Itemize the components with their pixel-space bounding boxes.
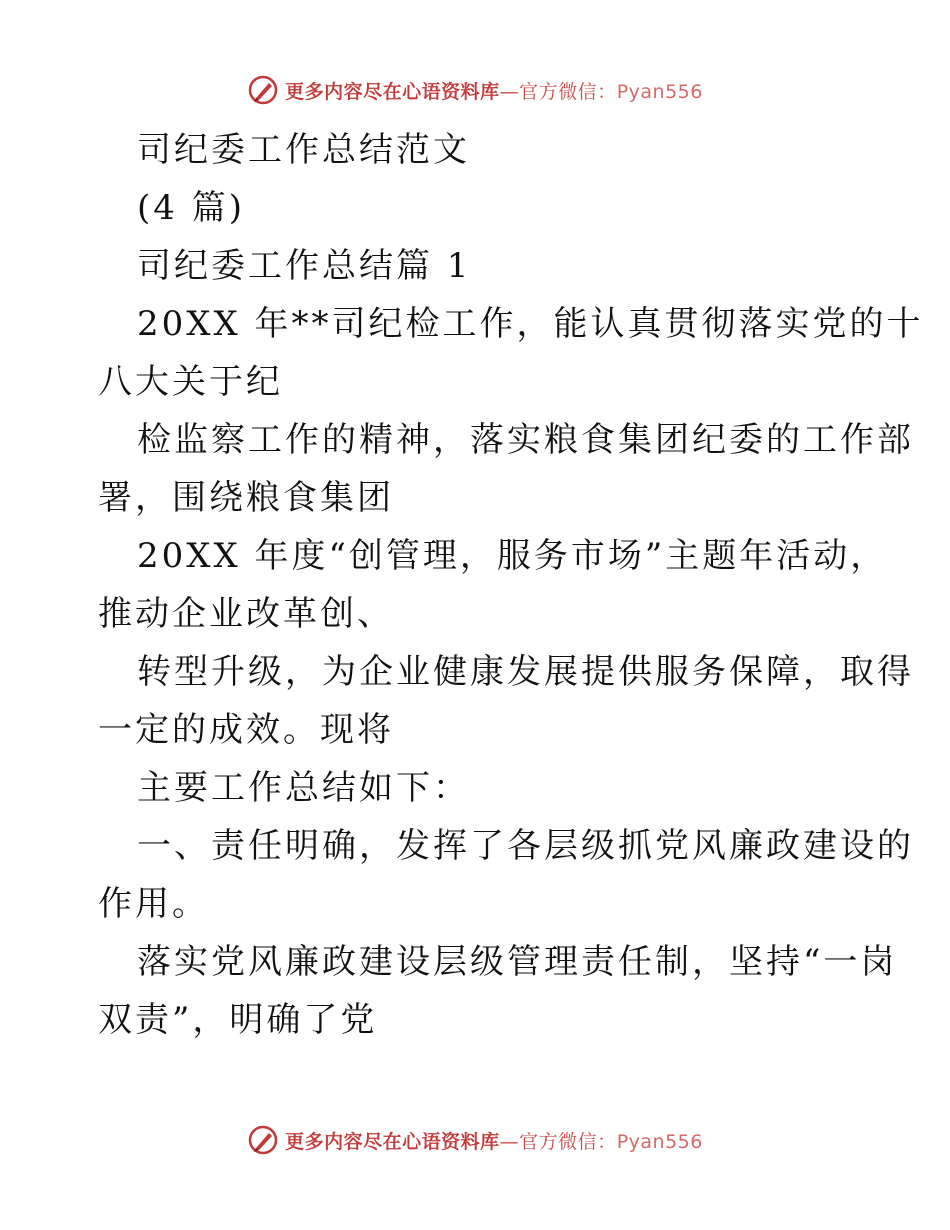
paragraph-line: 转型升级，为企业健康发展提供服务保障，取得 xyxy=(137,652,914,692)
paragraph-line: 一、责任明确，发挥了各层级抓党风廉政建设的 xyxy=(137,826,914,866)
paragraph-line: 检监察工作的精神，落实粮食集团纪委的工作部 xyxy=(137,420,914,460)
quill-pen-circle-icon xyxy=(247,74,279,106)
banner-wechat-id: Pyan556 xyxy=(616,1130,703,1153)
document-subtitle: (4 篇) xyxy=(137,188,245,228)
banner-wechat-label: 官方微信： xyxy=(519,80,617,103)
footer-banner xyxy=(0,1120,950,1160)
paragraph-line: 署，围绕粮食集团 xyxy=(98,478,394,518)
header-banner xyxy=(0,70,950,110)
banner-wechat-label: 官方微信： xyxy=(519,1130,617,1153)
banner-wechat-id: Pyan556 xyxy=(616,80,703,103)
quill-pen-circle-icon xyxy=(247,1124,279,1156)
paragraph-line: 落实党风廉政建设层级管理责任制，坚持“一岗 xyxy=(137,942,898,982)
paragraph-line: 20XX 年**司纪检工作，能认真贯彻落实党的十 xyxy=(137,304,924,344)
paragraph-line: 八大关于纪 xyxy=(98,362,283,402)
banner-brand: 更多内容尽在心语资料库 xyxy=(285,1130,500,1153)
section-heading: 司纪委工作总结篇 1 xyxy=(137,246,472,286)
banner-separator: — xyxy=(499,1130,520,1153)
document-title: 司纪委工作总结范文 xyxy=(137,130,470,170)
paragraph-line: 20XX 年度“创管理，服务市场”主题年活动， xyxy=(137,536,888,576)
paragraph-line: 一定的成效。现将 xyxy=(98,710,394,750)
paragraph-line: 双责”，明确了党 xyxy=(98,1000,378,1040)
paragraph-line: 主要工作总结如下： xyxy=(137,768,470,808)
banner-brand: 更多内容尽在心语资料库 xyxy=(285,80,500,103)
paragraph-line: 作用。 xyxy=(98,884,209,924)
paragraph-line: 推动企业改革创、 xyxy=(98,594,394,634)
banner-text xyxy=(285,1127,703,1154)
banner-text xyxy=(285,77,703,104)
banner-separator: — xyxy=(499,80,520,103)
